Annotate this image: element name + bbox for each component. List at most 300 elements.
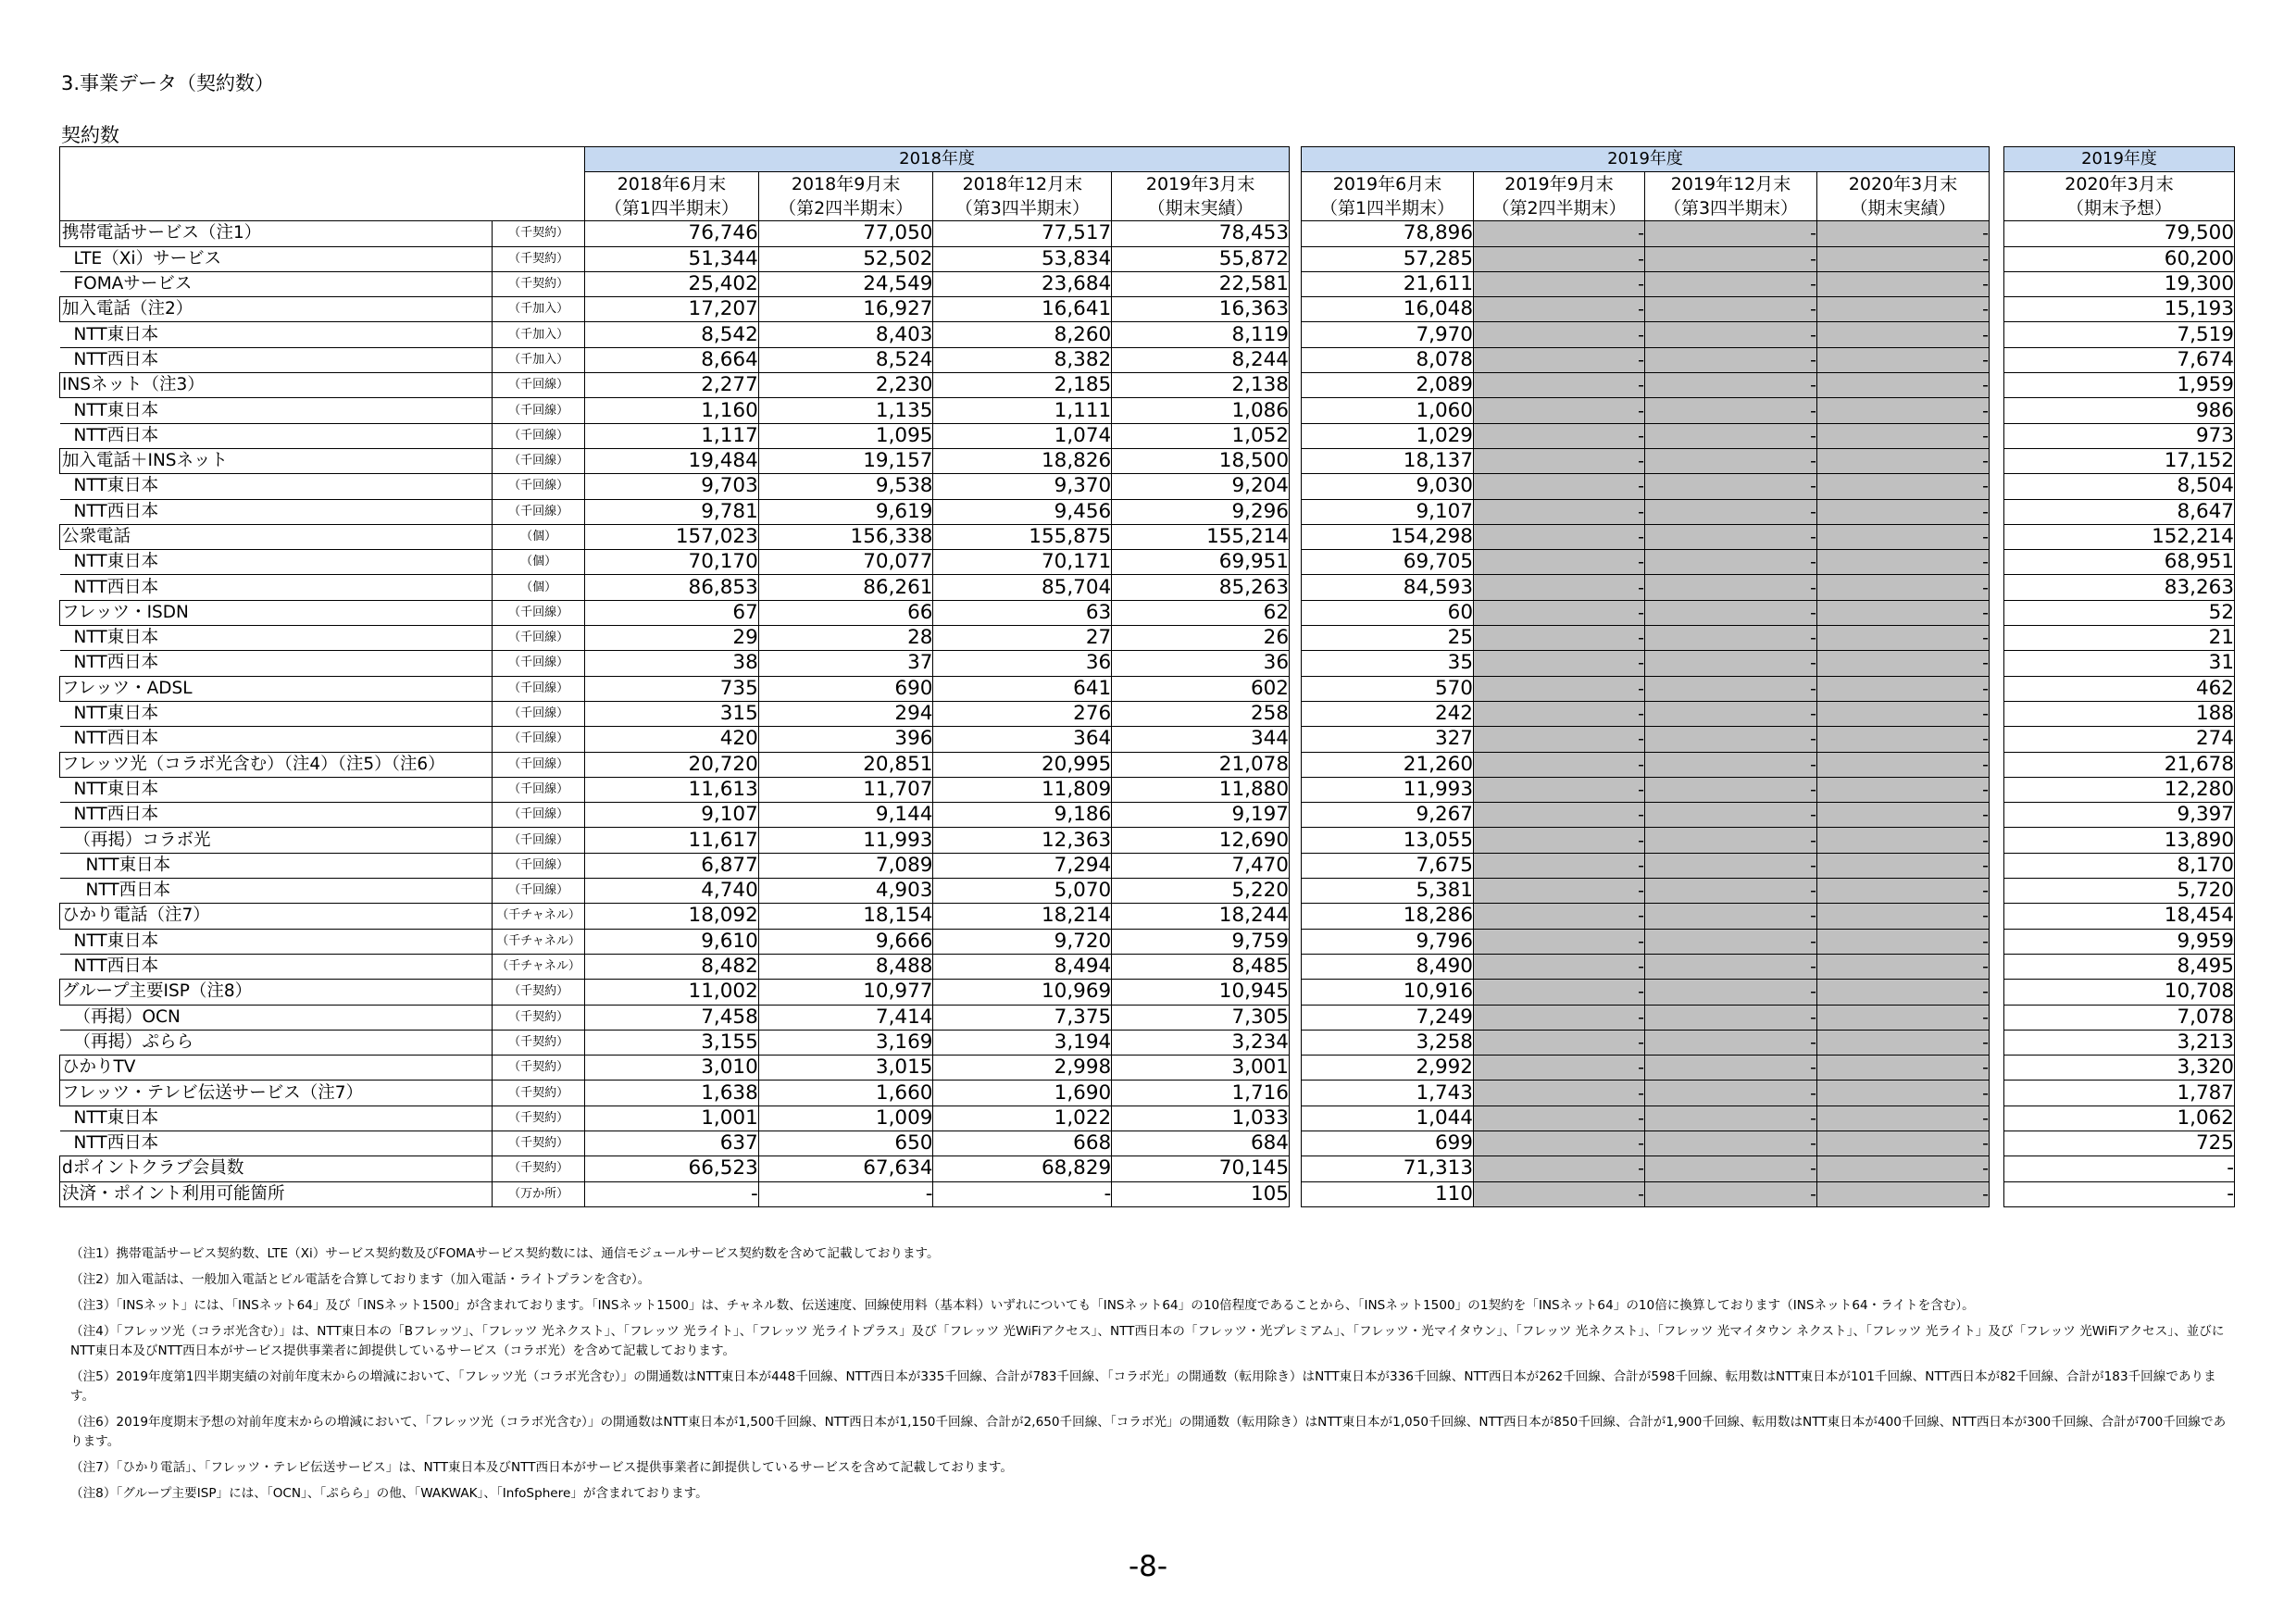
value-cell: 8,488 — [758, 954, 933, 979]
value-cell: 3,015 — [758, 1056, 933, 1081]
period-header — [1302, 172, 1474, 221]
row-unit: （千チャネル） — [493, 904, 585, 929]
value-cell: - — [585, 1181, 759, 1206]
table-row — [60, 1131, 1290, 1156]
value-cell: 2,992 — [1302, 1056, 1474, 1081]
value-cell: 79,500 — [2004, 221, 2235, 246]
value-cell: 21,611 — [1302, 271, 1474, 296]
value-cell: 8,647 — [2004, 499, 2235, 524]
value-cell: 9,796 — [1302, 929, 1474, 954]
value-cell: 2,185 — [933, 373, 1112, 398]
placeholder-cell: - — [1474, 777, 1645, 802]
value-cell: 1,690 — [933, 1081, 1112, 1106]
placeholder-cell: - — [1817, 322, 1990, 347]
row-unit: （千チャネル） — [493, 929, 585, 954]
value-cell: 9,204 — [1112, 474, 1290, 499]
value-cell: 690 — [758, 676, 933, 701]
value-cell: 10,977 — [758, 980, 933, 1005]
section-title: 契約数 — [61, 124, 119, 146]
value-cell: 19,300 — [2004, 271, 2235, 296]
placeholder-cell: - — [1645, 297, 1817, 322]
placeholder-cell: - — [1645, 777, 1817, 802]
period-date: 2018年9月末 — [791, 174, 901, 195]
period-date: 2020年3月末 — [1848, 174, 1958, 195]
placeholder-cell: - — [1817, 347, 1990, 372]
placeholder-cell: - — [1474, 853, 1645, 878]
table-row — [2004, 1056, 2235, 1081]
value-cell: 8,664 — [585, 347, 759, 372]
row-unit: （千契約） — [493, 980, 585, 1005]
period-note: （第2四半期末） — [779, 198, 914, 219]
row-unit: （千回線） — [493, 879, 585, 904]
table-row — [60, 448, 1290, 473]
value-cell: 637 — [585, 1131, 759, 1156]
table-row — [60, 575, 1290, 600]
table-row — [60, 929, 1290, 954]
table-row — [60, 398, 1290, 423]
table-row — [60, 1181, 1290, 1206]
value-cell: 19,484 — [585, 448, 759, 473]
value-cell: 2,998 — [933, 1056, 1112, 1081]
placeholder-cell: - — [1474, 423, 1645, 448]
table-row — [2004, 954, 2235, 979]
table-row — [2004, 752, 2235, 777]
value-cell: 4,740 — [585, 879, 759, 904]
value-cell: 668 — [933, 1131, 1112, 1156]
placeholder-cell: - — [1817, 423, 1990, 448]
placeholder-cell: - — [1474, 474, 1645, 499]
placeholder-cell: - — [1817, 1181, 1990, 1206]
row-unit: （千回線） — [493, 803, 585, 828]
value-cell: 7,249 — [1302, 1005, 1474, 1030]
placeholder-cell: - — [1817, 246, 1990, 271]
value-cell: 462 — [2004, 676, 2235, 701]
placeholder-cell: - — [1817, 297, 1990, 322]
placeholder-cell: - — [1645, 246, 1817, 271]
value-cell: 2,277 — [585, 373, 759, 398]
placeholder-cell: - — [1817, 828, 1990, 853]
value-cell: 9,610 — [585, 929, 759, 954]
value-cell: 20,995 — [933, 752, 1112, 777]
value-cell: 9,703 — [585, 474, 759, 499]
value-cell: 17,152 — [2004, 448, 2235, 473]
value-cell: 735 — [585, 676, 759, 701]
row-unit: （千回線） — [493, 448, 585, 473]
value-cell: 1,001 — [585, 1106, 759, 1131]
row-label: 公衆電話 — [60, 524, 493, 549]
value-cell: 650 — [758, 1131, 933, 1156]
contracts-table-2018 — [59, 146, 1290, 1207]
table-row — [60, 347, 1290, 372]
placeholder-cell: - — [1645, 727, 1817, 752]
row-label: NTT東日本 — [60, 398, 493, 423]
placeholder-cell: - — [1645, 550, 1817, 575]
period-date: 2018年12月末 — [962, 174, 1083, 195]
value-cell: 7,089 — [758, 853, 933, 878]
value-cell: 1,743 — [1302, 1081, 1474, 1106]
period-date: 2018年6月末 — [617, 174, 727, 195]
table-row — [1302, 929, 1990, 954]
placeholder-cell: - — [1474, 1056, 1645, 1081]
table-row — [1302, 575, 1990, 600]
table-row — [2004, 853, 2235, 878]
value-cell: 36 — [1112, 651, 1290, 676]
table-row — [1302, 803, 1990, 828]
value-cell: 7,674 — [2004, 347, 2235, 372]
table-row — [2004, 1030, 2235, 1055]
placeholder-cell: - — [1474, 954, 1645, 979]
value-cell: 9,144 — [758, 803, 933, 828]
table-row — [1302, 221, 1990, 246]
value-cell: 8,078 — [1302, 347, 1474, 372]
placeholder-cell: - — [1817, 221, 1990, 246]
value-cell: 16,363 — [1112, 297, 1290, 322]
row-unit: （千チャネル） — [493, 954, 585, 979]
row-unit: （千回線） — [493, 828, 585, 853]
row-label: FOMAサービス — [60, 271, 493, 296]
value-cell: 396 — [758, 727, 933, 752]
table-row — [1302, 600, 1990, 625]
value-cell: 21,260 — [1302, 752, 1474, 777]
value-cell: 10,945 — [1112, 980, 1290, 1005]
table-row — [60, 954, 1290, 979]
table-row — [2004, 600, 2235, 625]
table-row — [2004, 828, 2235, 853]
placeholder-cell: - — [1474, 651, 1645, 676]
value-cell: 25 — [1302, 626, 1474, 651]
placeholder-cell: - — [1474, 575, 1645, 600]
table-row — [2004, 246, 2235, 271]
placeholder-cell: - — [1817, 803, 1990, 828]
footnotes — [70, 1244, 2237, 1510]
placeholder-cell: - — [1474, 752, 1645, 777]
value-cell: 20,720 — [585, 752, 759, 777]
value-cell: 274 — [2004, 727, 2235, 752]
value-cell: 9,538 — [758, 474, 933, 499]
value-cell: 9,030 — [1302, 474, 1474, 499]
placeholder-cell: - — [1474, 803, 1645, 828]
footnote: （注4）「フレッツ光（コラボ光含む）」は、NTT東日本の「Bフレッツ」、「フレッツ 光ネクスト」、「フレッツ 光ライト」、「フレッツ 光ライトプラス」及び「フレッツ 光WiFiアクセス」、NTT西日本の「フレッツ・光プレミアム」、「フレッツ・光マイタウン」、「フレッツ 光ネクスト」、「フレッツ 光マイタウン ネクスト」、「フレッツ 光ライト」及び「フレッツ 光WiFiアクセス」、並びにNTT東日本及びNTT西日本がサービス提供事業者に卸提供しているサービス（コラボ光）を含めて記載しております。 — [70, 1324, 2225, 1358]
table-row — [2004, 727, 2235, 752]
value-cell: 18,454 — [2004, 904, 2235, 929]
table-row — [2004, 575, 2235, 600]
placeholder-cell: - — [1474, 1106, 1645, 1131]
table-row — [1302, 1156, 1990, 1181]
value-cell: 21,678 — [2004, 752, 2235, 777]
period-header-forecast — [2004, 172, 2235, 221]
value-cell: 11,617 — [585, 828, 759, 853]
value-cell: - — [933, 1181, 1112, 1206]
value-cell: 157,023 — [585, 524, 759, 549]
value-cell: 986 — [2004, 398, 2235, 423]
value-cell: 21 — [2004, 626, 2235, 651]
placeholder-cell: - — [1645, 1131, 1817, 1156]
value-cell: 1,060 — [1302, 398, 1474, 423]
placeholder-cell: - — [1645, 373, 1817, 398]
value-cell: 7,375 — [933, 1005, 1112, 1030]
value-cell: 66,523 — [585, 1156, 759, 1181]
value-cell: 1,160 — [585, 398, 759, 423]
value-cell: 9,959 — [2004, 929, 2235, 954]
placeholder-cell: - — [1645, 1005, 1817, 1030]
placeholder-cell: - — [1817, 980, 1990, 1005]
value-cell: 60,200 — [2004, 246, 2235, 271]
placeholder-cell: - — [1645, 271, 1817, 296]
row-label: INSネット（注3） — [60, 373, 493, 398]
table-row — [1302, 954, 1990, 979]
table-row — [1302, 398, 1990, 423]
placeholder-cell: - — [1645, 626, 1817, 651]
value-cell: 327 — [1302, 727, 1474, 752]
table-row — [2004, 777, 2235, 802]
table-row — [2004, 474, 2235, 499]
value-cell: 641 — [933, 676, 1112, 701]
row-label: dポイントクラブ会員数 — [60, 1156, 493, 1181]
value-cell: 68,951 — [2004, 550, 2235, 575]
placeholder-cell: - — [1645, 575, 1817, 600]
placeholder-cell: - — [1645, 651, 1817, 676]
table-row — [1302, 752, 1990, 777]
placeholder-cell: - — [1817, 1156, 1990, 1181]
value-cell: 3,213 — [2004, 1030, 2235, 1055]
table-row — [1302, 373, 1990, 398]
row-unit: （千加入） — [493, 347, 585, 372]
value-cell: 1,111 — [933, 398, 1112, 423]
value-cell: 51,344 — [585, 246, 759, 271]
table-row — [60, 297, 1290, 322]
value-cell: 8,495 — [2004, 954, 2235, 979]
value-cell: - — [2004, 1181, 2235, 1206]
table-row — [2004, 1181, 2235, 1206]
row-label: フレッツ光（コラボ光含む）（注4）（注5）（注6） — [60, 752, 493, 777]
value-cell: 1,135 — [758, 398, 933, 423]
row-label: NTT東日本 — [60, 474, 493, 499]
table-row — [2004, 1106, 2235, 1131]
row-unit: （千契約） — [493, 1056, 585, 1081]
placeholder-cell: - — [1817, 954, 1990, 979]
row-label: NTT東日本 — [60, 929, 493, 954]
table-row — [60, 879, 1290, 904]
placeholder-cell: - — [1645, 929, 1817, 954]
period-header — [1112, 172, 1290, 221]
placeholder-cell: - — [1817, 271, 1990, 296]
table-row — [2004, 904, 2235, 929]
table-row — [1302, 1106, 1990, 1131]
value-cell: 13,055 — [1302, 828, 1474, 853]
value-cell: 36 — [933, 651, 1112, 676]
table-row — [2004, 676, 2235, 701]
placeholder-cell: - — [1817, 575, 1990, 600]
table-row — [60, 980, 1290, 1005]
row-unit: （千契約） — [493, 1005, 585, 1030]
placeholder-cell: - — [1474, 271, 1645, 296]
value-cell: 8,382 — [933, 347, 1112, 372]
row-label: 加入電話（注2） — [60, 297, 493, 322]
value-cell: 70,077 — [758, 550, 933, 575]
row-label: ひかりTV — [60, 1056, 493, 1081]
row-label: NTT東日本 — [60, 701, 493, 726]
table-row — [1302, 676, 1990, 701]
header-blank-cell — [60, 147, 585, 221]
placeholder-cell: - — [1817, 600, 1990, 625]
row-label: 決済・ポイント利用可能箇所 — [60, 1181, 493, 1206]
row-unit: （個） — [493, 524, 585, 549]
table-row — [60, 600, 1290, 625]
table-row — [60, 626, 1290, 651]
period-date: 2019年12月末 — [1670, 174, 1791, 195]
period-note: （第2四半期末） — [1491, 198, 1627, 219]
table-row — [1302, 853, 1990, 878]
value-cell: 10,708 — [2004, 980, 2235, 1005]
value-cell: 7,970 — [1302, 322, 1474, 347]
value-cell: 7,470 — [1112, 853, 1290, 878]
table-row — [60, 550, 1290, 575]
table-row — [1302, 980, 1990, 1005]
row-unit: （千回線） — [493, 651, 585, 676]
table-row — [1302, 626, 1990, 651]
value-cell: - — [2004, 1156, 2235, 1181]
period-date: 2019年6月末 — [1332, 174, 1442, 195]
placeholder-cell: - — [1474, 1131, 1645, 1156]
table-row — [2004, 322, 2235, 347]
placeholder-cell: - — [1645, 954, 1817, 979]
value-cell: 1,638 — [585, 1081, 759, 1106]
table-row — [1302, 1081, 1990, 1106]
placeholder-cell: - — [1817, 651, 1990, 676]
group-header-2018: 2018年度 — [585, 147, 1290, 172]
table-row — [2004, 701, 2235, 726]
row-unit: （千回線） — [493, 727, 585, 752]
value-cell: 188 — [2004, 701, 2235, 726]
placeholder-cell: - — [1474, 448, 1645, 473]
period-header — [1817, 172, 1990, 221]
placeholder-cell: - — [1474, 727, 1645, 752]
period-header — [933, 172, 1112, 221]
value-cell: 60 — [1302, 600, 1474, 625]
value-cell: 1,029 — [1302, 423, 1474, 448]
value-cell: 7,675 — [1302, 853, 1474, 878]
table-row — [60, 1156, 1290, 1181]
row-label: フレッツ・ADSL — [60, 676, 493, 701]
value-cell: 11,707 — [758, 777, 933, 802]
placeholder-cell: - — [1474, 297, 1645, 322]
page-number: -8- — [1128, 1550, 1168, 1583]
value-cell: 973 — [2004, 423, 2235, 448]
row-label: NTT西日本 — [60, 803, 493, 828]
row-label: NTT東日本 — [60, 777, 493, 802]
placeholder-cell: - — [1474, 347, 1645, 372]
table-row — [1302, 474, 1990, 499]
table-row — [60, 423, 1290, 448]
value-cell: 78,453 — [1112, 221, 1290, 246]
period-note: （第1四半期末） — [1319, 198, 1455, 219]
placeholder-cell: - — [1817, 777, 1990, 802]
table-row — [60, 499, 1290, 524]
placeholder-cell: - — [1817, 879, 1990, 904]
value-cell: 18,244 — [1112, 904, 1290, 929]
value-cell: 3,234 — [1112, 1030, 1290, 1055]
placeholder-cell: - — [1645, 423, 1817, 448]
table-row — [60, 676, 1290, 701]
value-cell: 3,169 — [758, 1030, 933, 1055]
value-cell: 344 — [1112, 727, 1290, 752]
value-cell: 155,875 — [933, 524, 1112, 549]
row-label: NTT西日本 — [60, 954, 493, 979]
row-label: NTT西日本 — [60, 575, 493, 600]
value-cell: 684 — [1112, 1131, 1290, 1156]
placeholder-cell: - — [1474, 221, 1645, 246]
value-cell: 71,313 — [1302, 1156, 1474, 1181]
table-row — [1302, 322, 1990, 347]
value-cell: 16,048 — [1302, 297, 1474, 322]
row-unit: （千契約） — [493, 1030, 585, 1055]
row-unit: （個） — [493, 550, 585, 575]
placeholder-cell: - — [1817, 448, 1990, 473]
table-row — [1302, 1056, 1990, 1081]
value-cell: 11,880 — [1112, 777, 1290, 802]
value-cell: 8,504 — [2004, 474, 2235, 499]
period-header — [1474, 172, 1645, 221]
table-row — [60, 803, 1290, 828]
page-title: 3.事業データ（契約数） — [61, 72, 275, 94]
value-cell: 4,903 — [758, 879, 933, 904]
value-cell: 242 — [1302, 701, 1474, 726]
row-label: ひかり電話（注7） — [60, 904, 493, 929]
placeholder-cell: - — [1474, 929, 1645, 954]
value-cell: 62 — [1112, 600, 1290, 625]
value-cell: 2,230 — [758, 373, 933, 398]
value-cell: 1,086 — [1112, 398, 1290, 423]
value-cell: 8,244 — [1112, 347, 1290, 372]
placeholder-cell: - — [1474, 373, 1645, 398]
table-row — [1302, 448, 1990, 473]
value-cell: 294 — [758, 701, 933, 726]
placeholder-cell: - — [1474, 1030, 1645, 1055]
value-cell: 29 — [585, 626, 759, 651]
value-cell: 315 — [585, 701, 759, 726]
row-label: 加入電話＋INSネット — [60, 448, 493, 473]
table-row — [60, 524, 1290, 549]
period-note: （期末実績） — [1850, 198, 1956, 219]
value-cell: 70,171 — [933, 550, 1112, 575]
value-cell: 8,524 — [758, 347, 933, 372]
value-cell: 77,517 — [933, 221, 1112, 246]
table-row — [1302, 499, 1990, 524]
placeholder-cell: - — [1645, 499, 1817, 524]
value-cell: 1,022 — [933, 1106, 1112, 1131]
placeholder-cell: - — [1474, 701, 1645, 726]
table-row — [2004, 1156, 2235, 1181]
value-cell: 25,402 — [585, 271, 759, 296]
row-label: NTT西日本 — [60, 651, 493, 676]
placeholder-cell: - — [1645, 524, 1817, 549]
placeholder-cell: - — [1817, 373, 1990, 398]
value-cell: 364 — [933, 727, 1112, 752]
value-cell: 76,746 — [585, 221, 759, 246]
row-unit: （千回線） — [493, 626, 585, 651]
value-cell: 9,759 — [1112, 929, 1290, 954]
value-cell: 9,296 — [1112, 499, 1290, 524]
value-cell: 10,969 — [933, 980, 1112, 1005]
row-unit: （千回線） — [493, 423, 585, 448]
placeholder-cell: - — [1645, 701, 1817, 726]
value-cell: 55,872 — [1112, 246, 1290, 271]
value-cell: 154,298 — [1302, 524, 1474, 549]
placeholder-cell: - — [1645, 221, 1817, 246]
placeholder-cell: - — [1645, 347, 1817, 372]
value-cell: 699 — [1302, 1131, 1474, 1156]
table-row — [60, 221, 1290, 246]
